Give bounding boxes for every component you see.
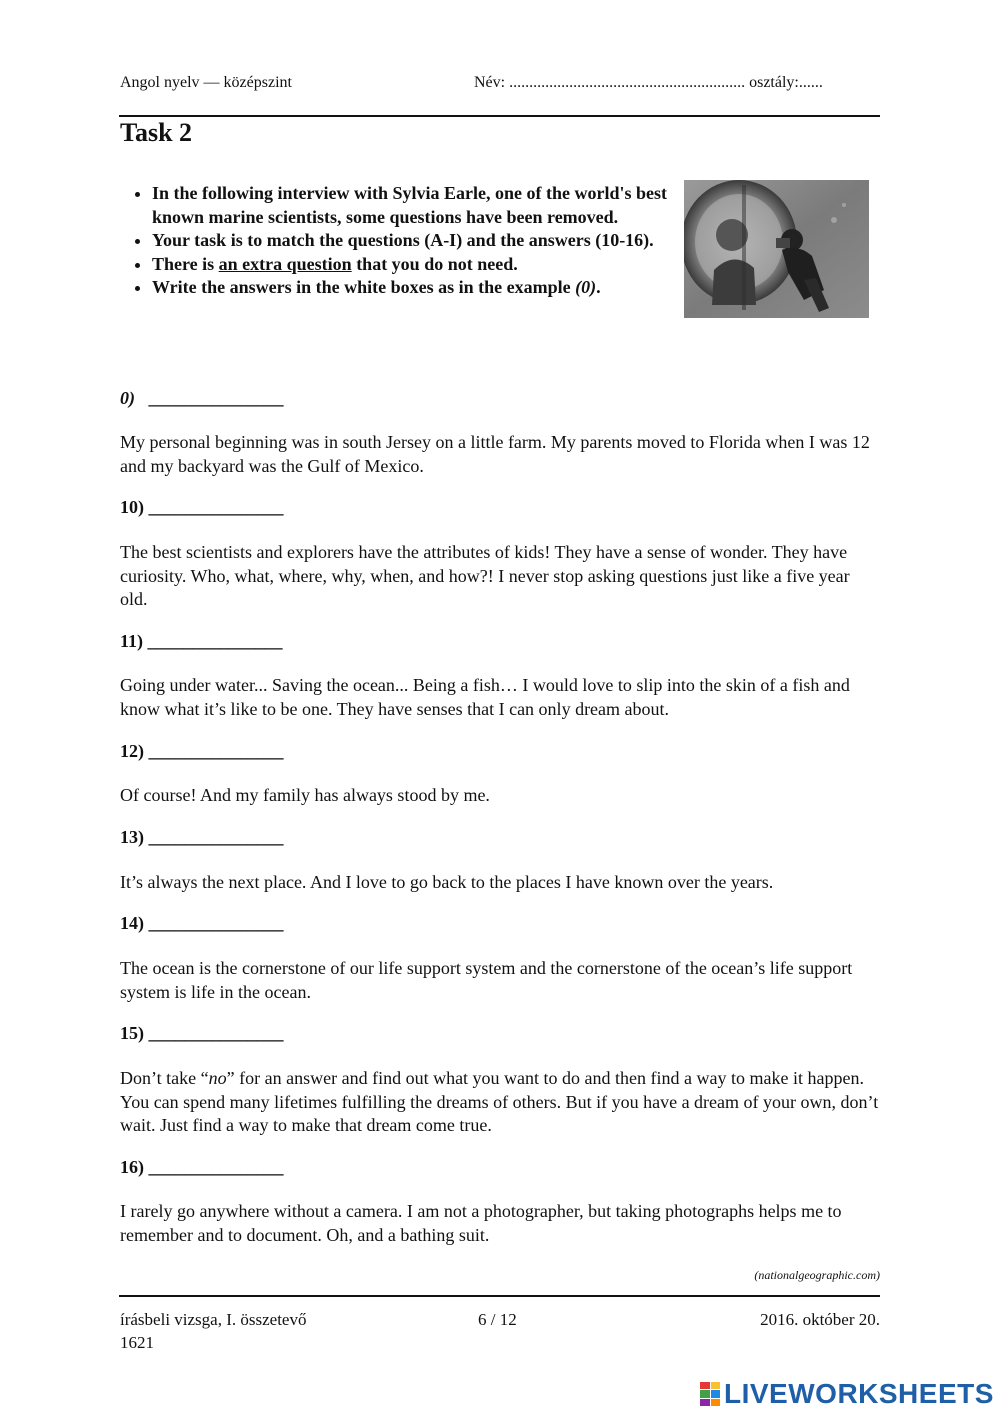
answer-text: It’s always the next place. And I love to go back to the places I have known over the years. [120, 872, 774, 892]
instruction-item: • Write the answers in the white boxes as in the example (0). [152, 276, 712, 300]
answer-text: The best scientists and explorers have the attributes of kids! They have a sense of wonder. They have curiosity. Who, what, where, why, when, and how?! I never stop asking questions just like a five year old. [120, 542, 850, 609]
instructions-list [120, 182, 712, 300]
source-citation: (nationalgeographic.com) [754, 1268, 880, 1282]
answer-text: Don’t take “no” for an answer and find out what you want to do and then find a way to make it happen. You can spend many lifetimes fulfilling the dreams of others. But if you have a dream of your own, don’t wait. Just find a way to make that dream come true. [120, 1068, 879, 1135]
instruction-item: • There is an extra question that you do not need. [152, 253, 712, 277]
answer-text: My personal beginning was in south Jersey on a little farm. My parents moved to Florida when I was 12 and my backyard was the Gulf of Mexico. [120, 432, 870, 476]
answer-text: Going under water... Saving the ocean... Being a fish… I would love to slip into the skin of a fish and know what it’s like to be one. They have senses that I can only dream about. [120, 675, 850, 719]
header-name-class-field: Név: ........................................................... osztály:...... [474, 74, 823, 91]
liveworksheets-logo [700, 1378, 994, 1410]
liveworksheets-icon [700, 1382, 720, 1406]
footer-date: 2016. október 20. [760, 1310, 880, 1329]
footer-exam-part: írásbeli vizsga, I. összetevő [120, 1310, 307, 1329]
answer-text: I rarely go anywhere without a camera. I am not a photographer, but taking photographs helps me to remember and to document. Oh, and a bathing suit. [120, 1201, 842, 1245]
question-label: 13) _______________ [120, 827, 284, 847]
footer-code: 1621 [120, 1333, 154, 1352]
footer-rule [119, 1295, 880, 1297]
instruction-item: • In the following interview with Sylvia Earle, one of the world's best known marine scientists, some questions have been removed. [152, 182, 712, 229]
question-label: 14) _______________ [120, 913, 284, 933]
header-subject: Angol nyelv — középszint [120, 74, 292, 91]
page-title: Task 2 [120, 118, 193, 147]
question-label: 11) _______________ [120, 631, 283, 651]
question-label: 16) _______________ [120, 1157, 284, 1177]
question-label: 10) _______________ [120, 497, 284, 517]
answer-text: The ocean is the cornerstone of our life support system and the cornerstone of the ocean’s life support system is life in the ocean. [120, 958, 853, 1002]
liveworksheets-wordmark: LIVEWORKSHEETS [724, 1378, 994, 1409]
page-number: 6 / 12 [478, 1310, 517, 1329]
diver-photo [684, 180, 869, 318]
question-label: 12) _______________ [120, 741, 284, 761]
answer-text: Of course! And my family has always stood by me. [120, 785, 490, 805]
question-label: 0) _______________ [120, 388, 284, 408]
header-rule [119, 115, 880, 117]
instruction-item: • Your task is to match the questions (A-I) and the answers (10-16). [152, 229, 712, 253]
question-label: 15) _______________ [120, 1023, 284, 1043]
